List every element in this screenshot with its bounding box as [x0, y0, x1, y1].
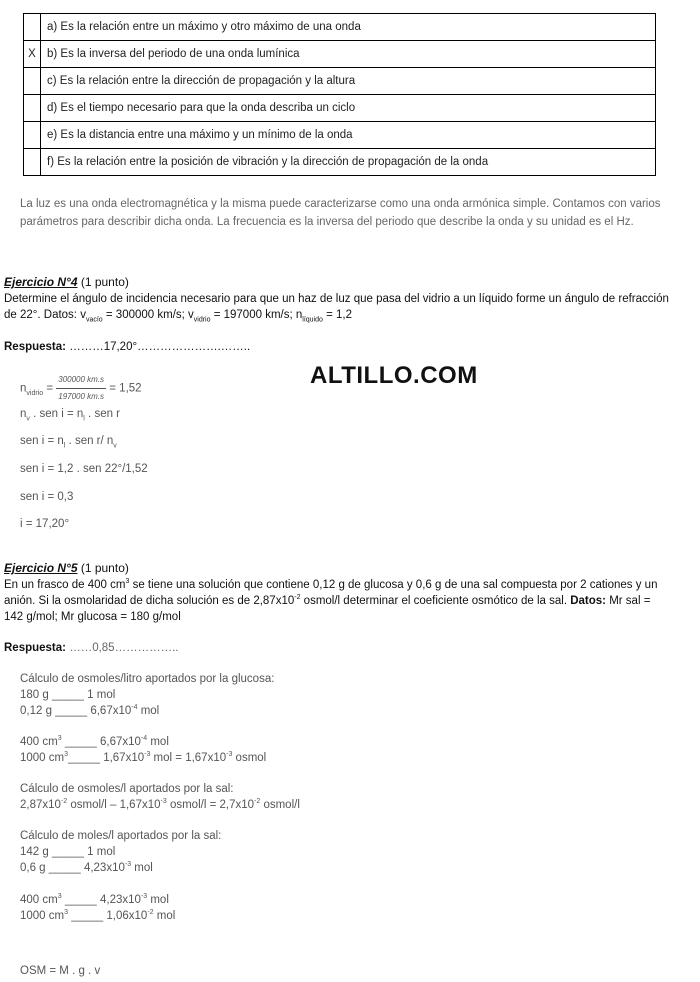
ex4-calc-line-5: sen i = 0,3: [20, 491, 74, 503]
option-row: [24, 122, 656, 149]
option-mark: [24, 149, 41, 176]
ex4-calc-line-2: $n_v$ . sen $i = n_l$ . sen r: [20, 408, 121, 423]
option-text: d) Es el tiempo necesario para que la onda describa un ciclo: [41, 95, 656, 122]
calc-line: 180 g _____ 1 mol: [20, 689, 116, 701]
calc-line: Cálculo de osmoles/litro aportados por la glucosa:: [20, 673, 275, 685]
option-mark: [24, 14, 41, 41]
exercise-4-points: (1 punto): [77, 275, 129, 289]
option-text: e) Es la distancia entre una máximo y un mínimo de la onda: [41, 122, 656, 149]
ex4-calc-line-3: sen $i = n_l$ . sen r/ $n_v$: [20, 435, 117, 450]
fraction: $\frac{300000 km.s}{197000 km.s}$: [56, 372, 106, 405]
answer-value: ………17,20°………………….……..: [66, 341, 251, 353]
option-row: [24, 14, 656, 41]
exercise-5-answer: [4, 642, 178, 654]
ex5-calc-block-5: [20, 892, 175, 924]
exercise-5-points: (1 punto): [77, 561, 129, 575]
ex5-calc-osm: OSM = M . g . v: [20, 965, 101, 977]
calc-line: 142 g _____ 1 mol: [20, 846, 116, 858]
ex4-calc-line-1: $n_{vidrio}$ = $\frac{300000 km.s}{197000 km.s}$ = 1,52: [20, 372, 142, 405]
exercise-5-line: 142 g/mol; Mr glucosa = 180 g/mol: [4, 611, 181, 623]
exercise-4-line: Determine el ángulo de incidencia necesario para que un haz de luz que pasa del vidrio a un líquido forme un ángulo de refracción: [4, 293, 669, 305]
explanation-line: La luz es una onda electromagnética y la misma puede caracterizarse como una onda armónica simple. Contamos con varios: [20, 198, 661, 210]
options-table: [23, 13, 656, 176]
option-mark: [24, 122, 41, 149]
option-mark: X: [24, 41, 41, 68]
calc-line: 400 $cm^3$ _____ $4,23x10^{-3}$ mol: [20, 893, 169, 906]
calc-line: 1000 $cm^3\_\_\_\_\_$ $1,67x10^{-3}$ mol = $1,67x10^{-3}$ osmol: [20, 751, 267, 764]
calc-line: 0,6 g _____ $4,23x10^{-3}$ mol: [20, 861, 153, 874]
calc-line: $2,87x10^{-2}$ osmol/l – $1,67x10^{-3}$ osmol/l = $2,7x10^{-2}$ osmol/l: [20, 798, 300, 811]
calc-line: Cálculo de moles/l aportados por la sal:: [20, 830, 222, 842]
ex4-calc-line-6: i = 17,20°: [20, 518, 70, 530]
option-row: [24, 41, 656, 68]
exercise-4-heading: [4, 275, 129, 289]
exercise-4-statement: [4, 291, 700, 323]
option-row: [24, 149, 656, 176]
exercise-4-answer: [4, 341, 250, 353]
calc-line: Cálculo de osmoles/l aportados por la sal:: [20, 783, 234, 795]
calc-line: 400 $cm^3$ _____ $6,67x10^{-4}$ mol: [20, 735, 169, 748]
option-text: a) Es la relación entre un máximo y otro máximo de una onda: [41, 14, 656, 41]
option-row: [24, 95, 656, 122]
option-text: f) Es la relación entre la posición de vibración y la dirección de propagación de la onda: [41, 149, 656, 176]
ex5-calc-block-1: [20, 671, 274, 719]
ex4-calc-line-4: sen i = 1,2 . sen 22°/1,52: [20, 463, 148, 475]
calc-line: 1000 $cm^3$ _____ $1,06x10^{-2}$ mol: [20, 909, 176, 922]
calc-line: 0,12 g _____ $6,67x10^{-4}$ mol: [20, 704, 160, 717]
answer-label: Respuesta:: [4, 341, 66, 353]
exercise-5-statement: [4, 577, 700, 625]
answer-label: Respuesta:: [4, 642, 66, 654]
explanation-line: parámetros para describir dicha onda. La frecuencia es la inversa del periodo que describe la onda y su unidad es el Hz.: [20, 216, 634, 228]
option-mark: [24, 95, 41, 122]
exercise-4-title: Ejercicio N°4: [4, 275, 78, 289]
watermark-logo: ALTILLO.COM: [310, 362, 478, 389]
exercise-4-line: de 22°. Datos: $v_{vacío} = 300000$ km/s; $v_{vidrio} = 197000$ km/s; $n_{líquido} = 1,2$: [4, 309, 352, 324]
exercise-5-heading: [4, 561, 129, 575]
exercise-5-line: anión. Si la osmolaridad de dicha solución es de $2,87x10^{-2}$ osmol/l determinar el coeficiente osmótico de la sal. Datos: Mr sal =: [4, 594, 651, 607]
answer-value: ……0,85……………..: [66, 642, 179, 654]
ex5-calc-block-3: [20, 781, 300, 813]
option-mark: [24, 68, 41, 95]
option-text: c) Es la relación entre la dirección de propagación y la altura: [41, 68, 656, 95]
ex5-calc-block-4: [20, 828, 221, 876]
option-row: [24, 68, 656, 95]
explanation-paragraph: [20, 195, 690, 231]
ex5-calc-block-2: [20, 734, 266, 766]
exercise-5-line: En un frasco de 400 $cm^3$ se tiene una solución que contiene 0,12 g de glucosa y 0,6 g de una sal compuesta por 2 cationes y un: [4, 578, 658, 591]
option-text: b) Es la inversa del periodo de una onda lumínica: [41, 41, 656, 68]
exercise-5-title: Ejercicio N°5: [4, 561, 78, 575]
